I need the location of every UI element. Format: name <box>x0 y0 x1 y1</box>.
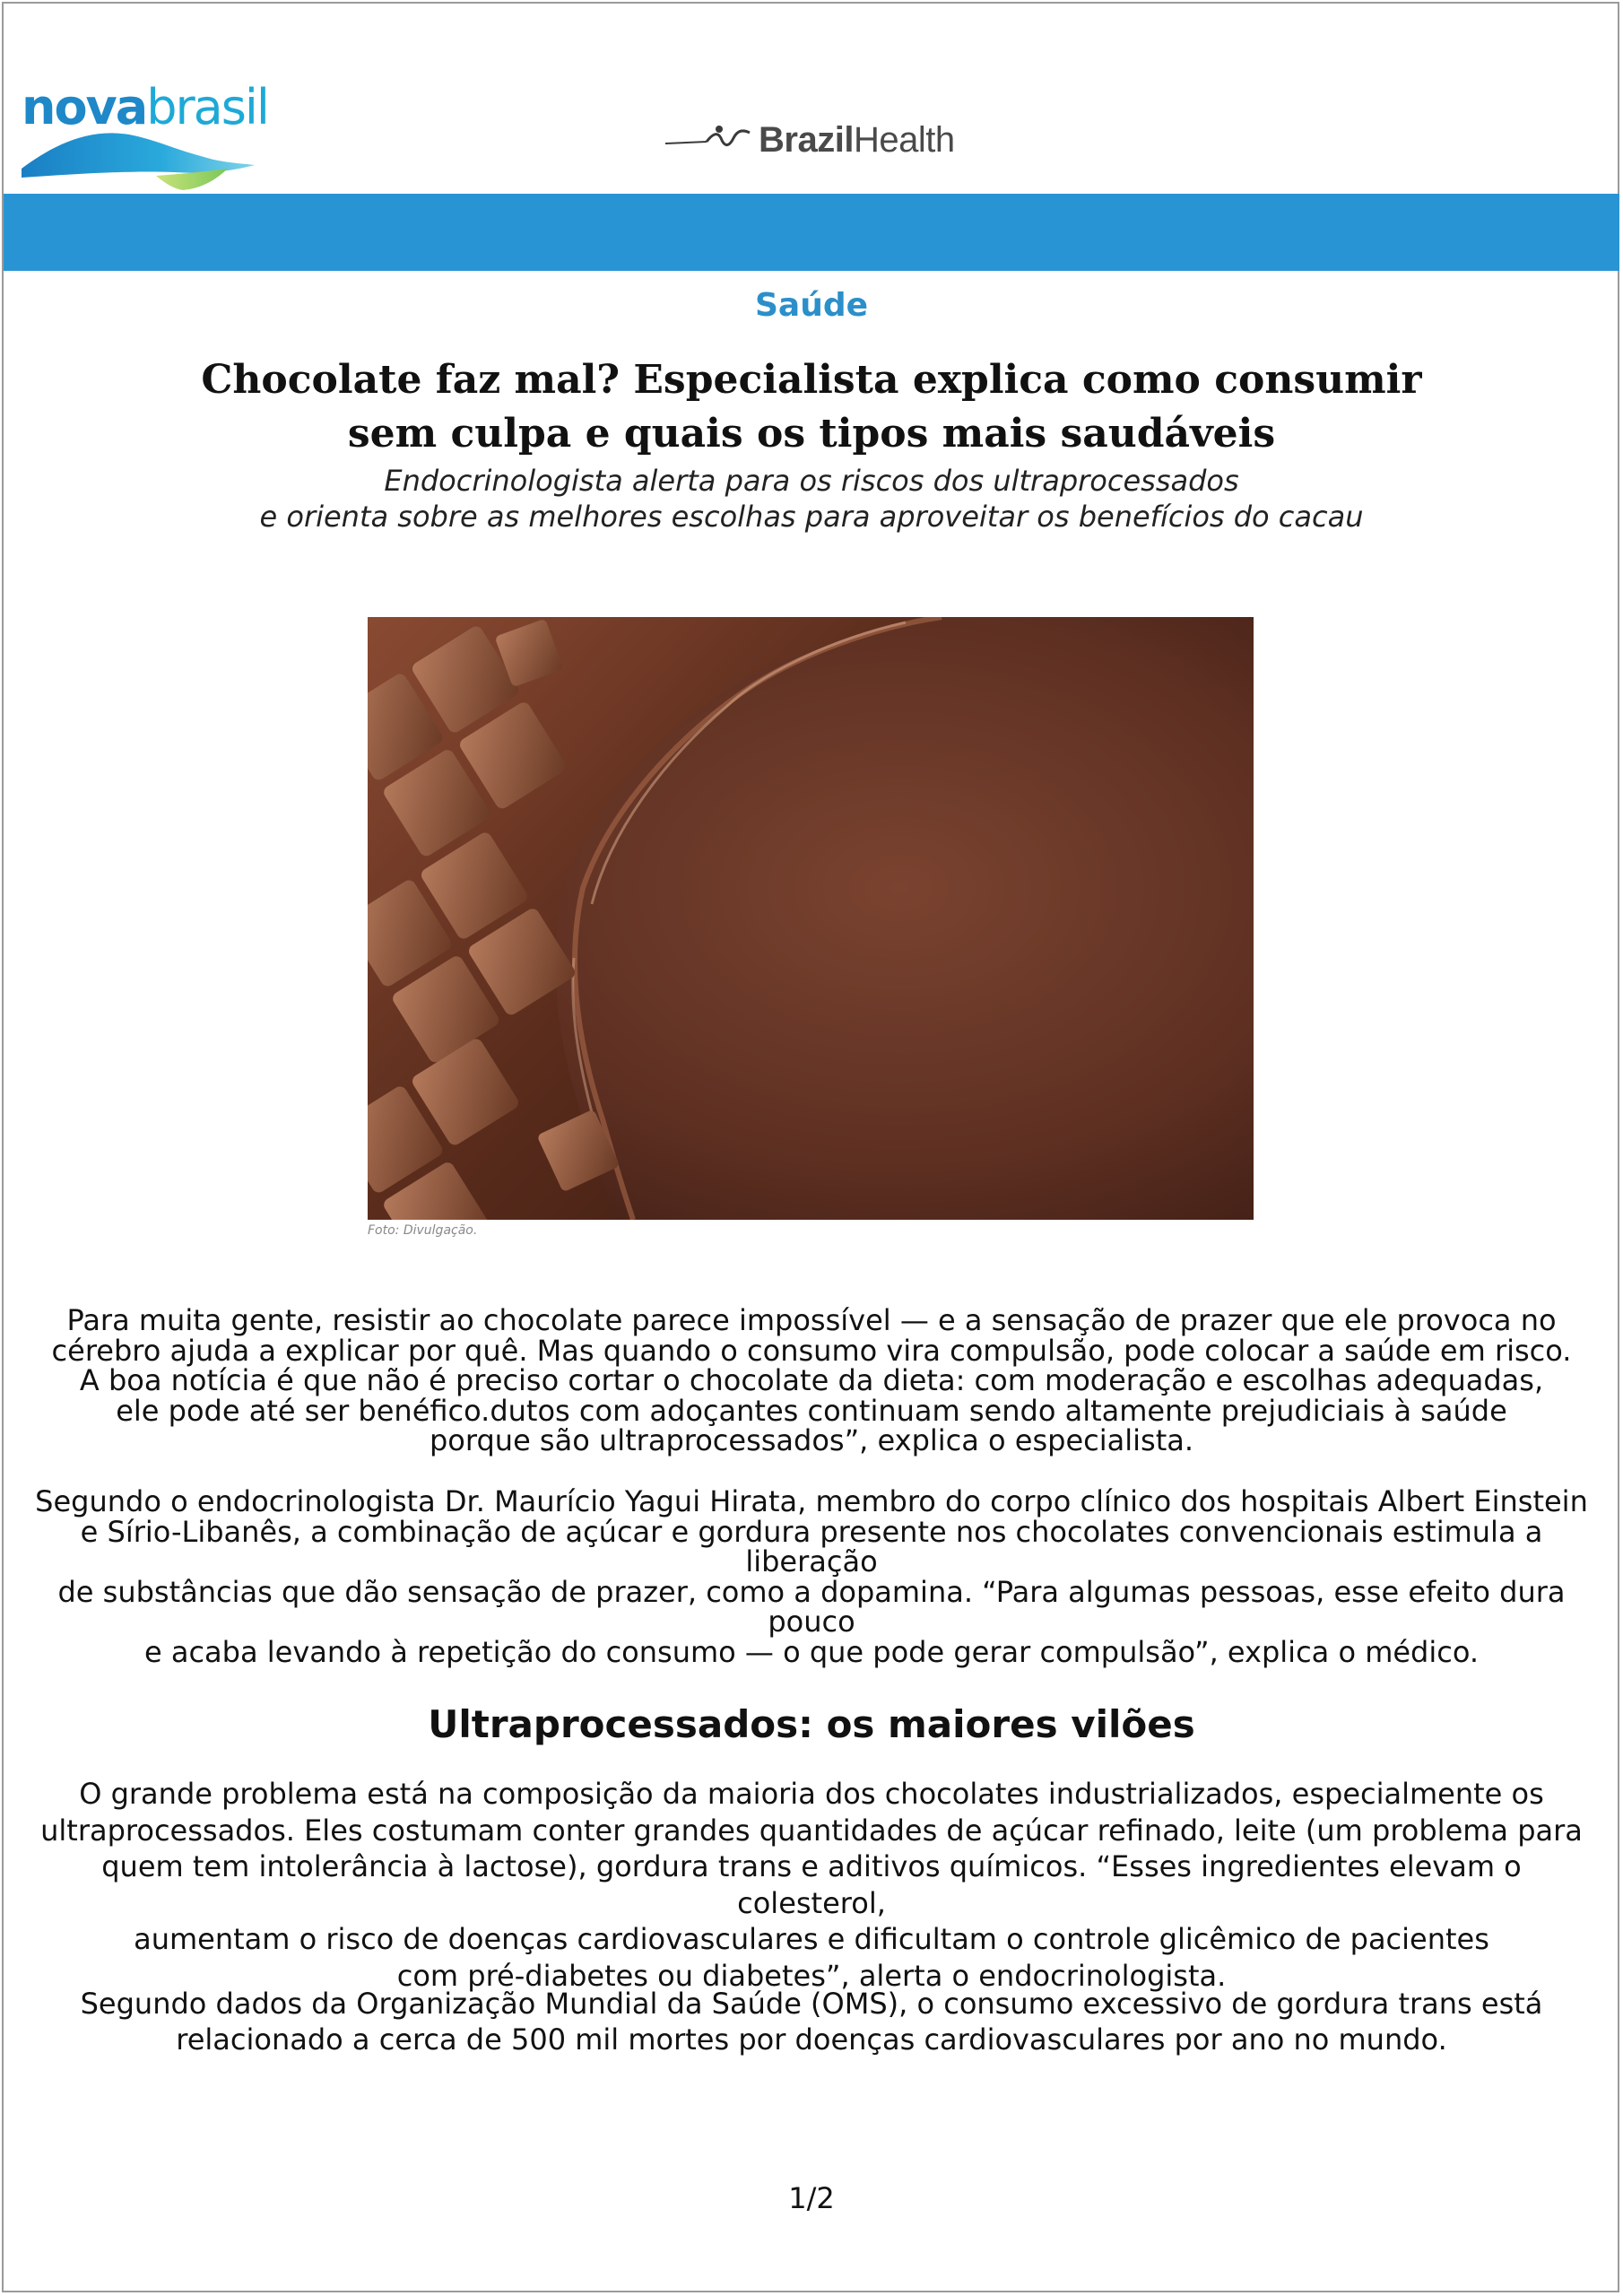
image-caption: Foto: Divulgação. <box>368 1223 478 1238</box>
paragraph-intro <box>27 1303 1596 1457</box>
brazilhealth-wordmark <box>759 120 955 161</box>
text-line: O grande problema está na composição da maioria dos chocolates industrializados, especialmente os <box>79 1777 1544 1811</box>
paragraph-oms <box>27 1986 1596 2057</box>
text-line: Para muita gente, resistir ao chocolate parece impossível — e a sensação de prazer que ele provoca no <box>66 1303 1557 1337</box>
page-number: 1/2 <box>788 2181 835 2215</box>
title-line: Chocolate faz mal? Especialista explica como consumir <box>201 357 1422 403</box>
text-line: aumentam o risco de doenças cardiovasculares e dificultam o controle glicêmico de pacientes <box>134 1922 1489 1956</box>
category-label: Saúde <box>754 287 869 324</box>
subtitle-line: Endocrinologista alerta para os riscos dos ultraprocessados <box>384 464 1239 498</box>
text-line: ele pode até ser benéfico.dutos com adoçantes continuam sendo altamente prejudiciais à saúde <box>116 1393 1507 1428</box>
paragraph-ultraprocessed <box>27 1776 1596 1994</box>
logo-right-part2: Health <box>853 119 955 160</box>
novabrasil-wordmark <box>22 79 268 135</box>
text-line: ultraprocessados. Eles costumam conter grandes quantidades de açúcar refinado, leite (um problema para <box>40 1813 1583 1848</box>
section-heading: Ultraprocessados: os maiores vilões <box>428 1702 1195 1746</box>
text-line: relacionado a cerca de 500 mil mortes por doenças cardiovasculares por ano no mundo. <box>176 2022 1447 2057</box>
text-line: quem tem intolerância à lactose), gordura trans e aditivos químicos. “Esses ingredientes elevam o colesterol, <box>101 1849 1522 1920</box>
article-title <box>179 353 1444 461</box>
text-line: porque são ultraprocessados”, explica o especialista. <box>429 1423 1194 1457</box>
logo-right-part1: Brazil <box>759 119 854 160</box>
title-line: sem culpa e quais os tipos mais saudáveis <box>347 411 1276 457</box>
text-line: de substâncias que dão sensação de prazer, como a dopamina. “Para algumas pessoas, esse efeito dura pouco <box>57 1574 1566 1639</box>
runner-icon <box>664 122 753 158</box>
hero-image <box>368 617 1254 1220</box>
brazilhealth-logo <box>664 115 955 165</box>
text-line: A boa notícia é que não é preciso cortar o chocolate da dieta: com moderação e escolhas adequadas, <box>79 1363 1544 1397</box>
logo-left-part1: nova <box>22 79 147 135</box>
article-subtitle <box>135 463 1488 535</box>
paragraph-doctor <box>27 1484 1596 1669</box>
subtitle-line: e orienta sobre as melhores escolhas para aproveitar os benefícios do cacau <box>259 500 1364 534</box>
text-line: com pré-diabetes ou diabetes”, alerta o endocrinologista. <box>396 1958 1227 1993</box>
text-line: e Sírio-Libanês, a combinação de açúcar e gordura presente nos chocolates convencionais estimula a liberação <box>80 1514 1543 1578</box>
text-line: e acaba levando à repetição do consumo — o que pode gerar compulsão”, explica o médico. <box>143 1634 1480 1669</box>
text-line: Segundo dados da Organização Mundial da Saúde (OMS), o consumo excessivo de gordura trans está <box>80 1987 1543 2021</box>
header-band <box>4 194 1619 271</box>
chocolate-image <box>368 617 1254 1220</box>
novabrasil-logo <box>22 79 268 199</box>
wave-icon <box>22 129 255 194</box>
logo-left-part2: brasil <box>146 79 268 135</box>
text-line: cérebro ajuda a explicar por quê. Mas quando o consumo vira compulsão, pode colocar a saúde em risco. <box>51 1333 1572 1368</box>
text-line: Segundo o endocrinologista Dr. Maurício Yagui Hirata, membro do corpo clínico dos hospitais Albert Einstein <box>35 1484 1588 1518</box>
